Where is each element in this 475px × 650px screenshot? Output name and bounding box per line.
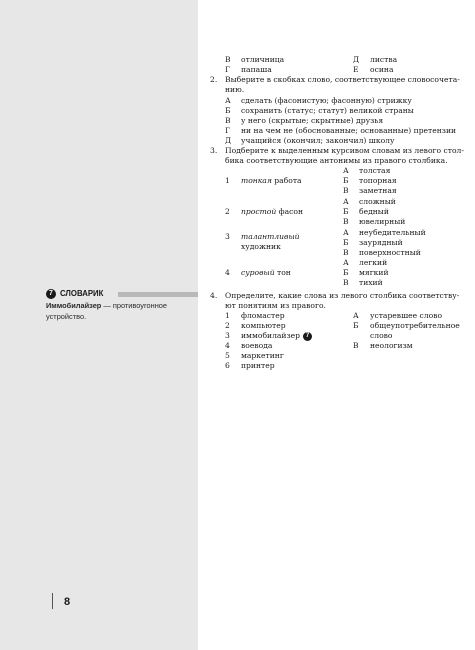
glossary-ref-badge: 7 (303, 332, 312, 341)
glossary-title: СЛОВАРИК (60, 289, 104, 298)
q4-right-text: устаревшее слово (370, 311, 443, 320)
q3-item-word: простой (241, 207, 277, 216)
page-number: 8 (64, 596, 71, 608)
q3-item-number: 3 (225, 232, 230, 241)
q3-answer-letter: Б (343, 238, 349, 247)
q3-answer-text: поверхностный (359, 248, 421, 257)
glossary-definition: — противоугонное устройство. (46, 301, 167, 321)
q3-item-rest: фасон (276, 207, 304, 216)
q2-option-text: у него (скрытые; скрытные) друзья (241, 116, 384, 125)
q3-answer-text: неубедительный (359, 228, 426, 237)
q2-number: 2. (210, 75, 218, 84)
q4-left-number: 1 (225, 311, 230, 320)
q3-answer-letter: А (343, 197, 349, 206)
q3-answer-text: бедный (359, 207, 389, 216)
q3-answer-letter: Б (343, 176, 349, 185)
q4-number: 4. (210, 291, 218, 300)
q4-left-number: 2 (225, 321, 230, 330)
q4-left-text: маркетинг (241, 351, 284, 360)
q2-option-text: учащийся (окончил; закончил) школу (241, 136, 395, 145)
q2-option-letter: А (225, 96, 231, 105)
q2-option-text: сделать (фасонистую; фасонную) стрижку (241, 96, 412, 105)
q3-answer-text: ювелирный (359, 217, 406, 226)
q2-option-letter: Б (225, 106, 231, 115)
q2-option-letter: В (225, 116, 231, 125)
q3-answer-text: легкий (359, 258, 388, 267)
q4-left-number: 4 (225, 341, 230, 350)
q3-answer-text: сложный (359, 197, 396, 206)
q3-answer-text: толстая (359, 166, 391, 175)
q3-answer-letter: В (343, 278, 349, 287)
q3-answer-text: заурядный (359, 238, 403, 247)
q3-answer-letter: В (343, 186, 349, 195)
q3-item-text (241, 268, 291, 278)
q3-item-text (241, 176, 302, 186)
q3-answer-letter: А (343, 166, 349, 175)
q4-right-text: неологизм (370, 341, 413, 350)
top-v-letter: В (225, 55, 231, 64)
q4-right-text: слово (370, 331, 393, 340)
top-d-letter: Д (353, 55, 360, 64)
q3-answer-text: мягкий (359, 268, 389, 277)
page-number-rule (52, 593, 53, 609)
q3-item-text (241, 207, 303, 217)
q2-prompt-line2: нию. (225, 85, 245, 94)
q3-item-word: талантливый (241, 232, 300, 241)
q4-left-text: воевода (241, 341, 273, 350)
main-content (198, 0, 475, 650)
q3-answer-letter: А (343, 228, 349, 237)
top-v-text: отличница (241, 55, 285, 64)
q3-item-number: 4 (225, 268, 230, 277)
glossary-badge: 7 (46, 289, 56, 299)
q3-item-rest: тон (274, 268, 291, 277)
q3-item-word: тонкая (241, 176, 272, 185)
glossary-term: Иммобилайзер (46, 301, 102, 310)
q3-item-rest: работа (271, 176, 302, 185)
q4-right-letter: Б (353, 321, 359, 330)
q4-left-number: 3 (225, 331, 230, 340)
q3-item-number: 2 (225, 207, 230, 216)
top-e-text: осина (370, 65, 394, 74)
q4-left-text: компьютер (241, 321, 286, 330)
q3-answer-letter: В (343, 217, 349, 226)
top-d-text: листва (370, 55, 398, 64)
q2-option-text: ни на чем не (обоснованные; основанные) претензии (241, 126, 457, 135)
q2-option-letter: Г (225, 126, 231, 135)
q3-answer-letter: Б (343, 268, 349, 277)
q3-answer-letter: В (343, 248, 349, 257)
q4-left-number: 6 (225, 361, 230, 370)
q3-number: 3. (210, 146, 218, 155)
q3-item-number: 1 (225, 176, 230, 185)
q3-item-word: суровый (241, 268, 275, 277)
q4-left-text: фломастер (241, 311, 285, 320)
q3-prompt-line1: Подберите к выделенным курсивом словам из левого стол- (225, 146, 464, 155)
left-margin-panel (0, 0, 198, 650)
q4-prompt-line2: ют понятиям из правого. (225, 301, 326, 310)
top-e-letter: Е (353, 65, 359, 74)
top-g-letter: Г (225, 65, 231, 74)
glossary-entry (46, 301, 196, 322)
q3-answer-text: тихий (359, 278, 383, 287)
q3-answer-letter: Б (343, 207, 349, 216)
q4-left-text: иммобилайзер (241, 331, 300, 340)
q4-right-letter: В (353, 341, 359, 350)
q4-left-text-with-badge (241, 331, 312, 341)
q4-prompt-line1: Определите, какие слова из левого столбика соответству- (225, 291, 460, 300)
q4-left-text: принтер (241, 361, 275, 370)
q2-option-letter: Д (225, 136, 232, 145)
q3-item-rest: художник (241, 242, 281, 251)
q3-answer-text: заметная (359, 186, 397, 195)
q4-left-number: 5 (225, 351, 230, 360)
q2-option-text: сохранить (статус; статут) великой страны (241, 106, 414, 115)
q4-right-text: общеупотребительное (370, 321, 460, 330)
q3-answer-text: топорная (359, 176, 397, 185)
top-g-text: папаша (241, 65, 272, 74)
q3-prompt-line2: бика соответствующие антонимы из правого столбика. (225, 156, 448, 165)
q4-right-letter: А (353, 311, 359, 320)
glossary-header (46, 288, 192, 300)
q2-prompt-line1: Выберите в скобках слово, соответствующее словосочета- (225, 75, 460, 84)
q3-answer-letter: А (343, 258, 349, 267)
